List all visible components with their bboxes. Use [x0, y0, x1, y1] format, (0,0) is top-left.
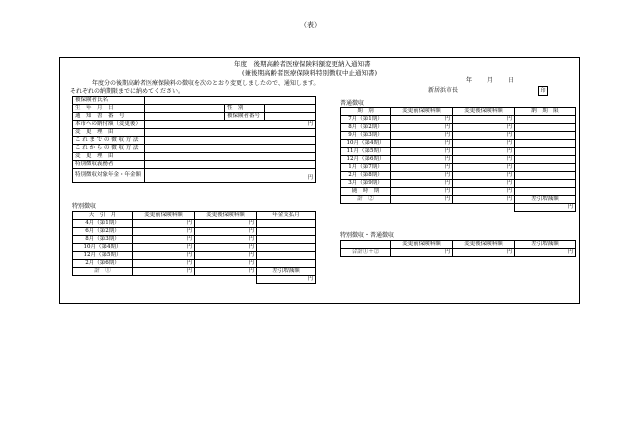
normal-before: 円	[391, 188, 453, 196]
info-value	[145, 97, 316, 105]
special-before: 円	[133, 236, 195, 244]
info-label: こ れ か ら の 徴 収 方 法	[73, 145, 145, 153]
normal-total-before: 円	[391, 196, 453, 204]
normal-due-date	[515, 172, 576, 180]
normal-period: 1月（第7期）	[341, 164, 391, 172]
normal-period: 3月（第9期）	[341, 180, 391, 188]
normal-before: 円	[391, 124, 453, 132]
info-value	[145, 137, 316, 145]
info-value	[145, 105, 225, 113]
info-row	[73, 137, 316, 145]
info-label: 変 更 理 由	[73, 153, 145, 161]
special-row	[73, 260, 316, 268]
normal-table	[340, 107, 576, 212]
special-diff-spacer	[73, 276, 257, 284]
info-label: 生 年 月 日	[73, 105, 145, 113]
special-total-row	[73, 268, 316, 276]
special-after: 円	[195, 236, 257, 244]
special-period: 8月（第3期）	[73, 236, 133, 244]
side-label: （表）	[300, 21, 321, 29]
special-before: 円	[133, 228, 195, 236]
info-value	[265, 105, 316, 113]
special-row	[73, 228, 316, 236]
normal-header-row	[341, 108, 576, 116]
special-total-label: 計 ①	[73, 268, 133, 276]
normal-row	[341, 180, 576, 188]
normal-total-row	[341, 196, 576, 204]
form-subtitle: (兼後期高齢者医療保険料特別徴収中止通知書)	[242, 69, 378, 77]
normal-due-date	[515, 148, 576, 156]
normal-period: 11月（第5期）	[341, 148, 391, 156]
normal-header: 納 期 限	[515, 108, 576, 116]
info-value	[145, 153, 316, 161]
special-pay-month	[257, 244, 316, 252]
special-pay-month	[257, 252, 316, 260]
special-before: 円	[133, 220, 195, 228]
info-value	[145, 145, 316, 153]
normal-due-date	[515, 164, 576, 172]
combined-row	[341, 249, 576, 257]
special-diff-value: 円	[257, 276, 316, 284]
form-title: 年度 後期高齢者医療保険料額変更納入通知書	[234, 60, 371, 68]
special-after: 円	[195, 220, 257, 228]
normal-after: 円	[453, 164, 515, 172]
normal-after: 円	[453, 156, 515, 164]
combined-header: 差引増減額	[515, 241, 576, 249]
special-before: 円	[133, 260, 195, 268]
normal-before: 円	[391, 148, 453, 156]
special-pay-month	[257, 236, 316, 244]
normal-due-date	[515, 116, 576, 124]
normal-row	[341, 164, 576, 172]
normal-after: 円	[453, 124, 515, 132]
normal-before: 円	[391, 140, 453, 148]
normal-row	[341, 140, 576, 148]
special-table	[72, 211, 316, 284]
normal-row	[341, 148, 576, 156]
normal-period: 7月（第1期）	[341, 116, 391, 124]
normal-due-date	[515, 156, 576, 164]
normal-diff-spacer	[341, 204, 515, 212]
normal-before: 円	[391, 164, 453, 172]
special-header: 天 引 月	[73, 212, 133, 220]
info-row	[73, 145, 316, 153]
intro-line1: 年度分の後期高齢者医療保険料の徴収を次のとおり変更しましたので、通知します。	[92, 80, 320, 87]
special-row	[73, 220, 316, 228]
seal-stamp: 印	[538, 86, 548, 96]
normal-total-after: 円	[453, 196, 515, 204]
normal-after: 円	[453, 140, 515, 148]
normal-after: 円	[453, 188, 515, 196]
normal-before: 円	[391, 116, 453, 124]
info-row	[73, 121, 316, 129]
special-header: 変更後保険料額	[195, 212, 257, 220]
info-extra-label: 被保険者番号	[225, 113, 265, 121]
normal-period: 随 時 期	[341, 188, 391, 196]
special-diff-label: 差引増減額	[257, 268, 316, 276]
issuer-name: 新居浜市長	[428, 87, 459, 94]
normal-after: 円	[453, 180, 515, 188]
normal-due-date	[515, 140, 576, 148]
special-after: 円	[195, 228, 257, 236]
special-period: 6月（第2期）	[73, 228, 133, 236]
special-after: 円	[195, 244, 257, 252]
special-header: 年金支払月	[257, 212, 316, 220]
special-period: 2月（第6期）	[73, 260, 133, 268]
special-after: 円	[195, 252, 257, 260]
info-value	[265, 113, 316, 121]
normal-due-date	[515, 124, 576, 132]
normal-diff-label: 差引増減額	[515, 196, 576, 204]
info-row	[73, 169, 316, 183]
date-year: 年	[466, 77, 473, 84]
info-extra-label: 性 別	[225, 105, 265, 113]
intro-line2: それぞれの納期限までに納めてください。	[70, 88, 185, 95]
normal-after: 円	[453, 148, 515, 156]
info-row	[73, 97, 316, 105]
combined-diff: 円	[515, 249, 576, 257]
info-label: 変 更 理 由	[73, 129, 145, 137]
info-table	[72, 96, 316, 183]
normal-header: 期 別	[341, 108, 391, 116]
info-label: 通 知 書 番 号	[73, 113, 145, 121]
normal-before: 円	[391, 156, 453, 164]
normal-after: 円	[453, 172, 515, 180]
special-before: 円	[133, 252, 195, 260]
normal-row	[341, 172, 576, 180]
special-row	[73, 236, 316, 244]
special-period: 10月（第4期）	[73, 244, 133, 252]
date-month: 月	[487, 77, 494, 84]
normal-due-date	[515, 180, 576, 188]
combined-table	[340, 240, 576, 257]
normal-period: 10月（第4期）	[341, 140, 391, 148]
special-row	[73, 252, 316, 260]
normal-before: 円	[391, 172, 453, 180]
normal-due-date	[515, 132, 576, 140]
combined-header: 変更前保険料額	[391, 241, 453, 249]
info-label: こ れ ま で の 徴 収 方 法	[73, 137, 145, 145]
special-header-row	[73, 212, 316, 220]
normal-row	[341, 188, 576, 196]
date-day: 日	[508, 77, 515, 84]
info-label: 本市への納付額（変更後）	[73, 121, 145, 129]
special-before: 円	[133, 244, 195, 252]
normal-period: 12月（第6期）	[341, 156, 391, 164]
normal-period: 2月（第8期）	[341, 172, 391, 180]
combined-header: 変更後保険料額	[453, 241, 515, 249]
info-row	[73, 153, 316, 161]
special-row	[73, 244, 316, 252]
normal-diff-value: 円	[515, 204, 576, 212]
info-row	[73, 105, 316, 113]
combined-header-row	[341, 241, 576, 249]
info-value	[145, 129, 316, 137]
combined-after: 円	[453, 249, 515, 257]
special-total-before: 円	[133, 268, 195, 276]
normal-total-label: 計 ②	[341, 196, 391, 204]
special-period: 12月（第5期）	[73, 252, 133, 260]
normal-row	[341, 156, 576, 164]
info-value	[145, 161, 316, 169]
normal-section-title: 普通徴収	[340, 100, 365, 107]
normal-period: 8月（第2期）	[341, 124, 391, 132]
combined-section-title: 特別徴収・普通徴収	[340, 232, 395, 239]
normal-before: 円	[391, 132, 453, 140]
normal-diff-row	[341, 204, 576, 212]
special-header: 変更前保険料額	[133, 212, 195, 220]
normal-after: 円	[453, 116, 515, 124]
info-row	[73, 161, 316, 169]
normal-before: 円	[391, 180, 453, 188]
normal-due-date	[515, 188, 576, 196]
combined-before: 円	[391, 249, 453, 257]
info-label: 被保険者氏名	[73, 97, 145, 105]
info-label: 特別徴収義務者	[73, 161, 145, 169]
combined-label: 合計①＋②	[341, 249, 391, 257]
special-pay-month	[257, 228, 316, 236]
special-period: 4月（第1期）	[73, 220, 133, 228]
normal-row	[341, 124, 576, 132]
info-unit: 円	[145, 121, 316, 129]
normal-row	[341, 116, 576, 124]
special-after: 円	[195, 260, 257, 268]
info-label: 特別徴収対象年金・年金額	[73, 169, 145, 183]
normal-header: 変更後保険料額	[453, 108, 515, 116]
special-section-title: 特別徴収	[72, 203, 97, 210]
special-pay-month	[257, 260, 316, 268]
info-value	[145, 113, 225, 121]
special-diff-row	[73, 276, 316, 284]
info-row	[73, 113, 316, 121]
normal-period: 9月（第3期）	[341, 132, 391, 140]
info-unit: 円	[145, 169, 316, 183]
normal-row	[341, 132, 576, 140]
normal-header: 変更前保険料額	[391, 108, 453, 116]
info-row	[73, 129, 316, 137]
special-total-after: 円	[195, 268, 257, 276]
combined-header-blank	[341, 241, 391, 249]
special-pay-month	[257, 220, 316, 228]
normal-after: 円	[453, 132, 515, 140]
